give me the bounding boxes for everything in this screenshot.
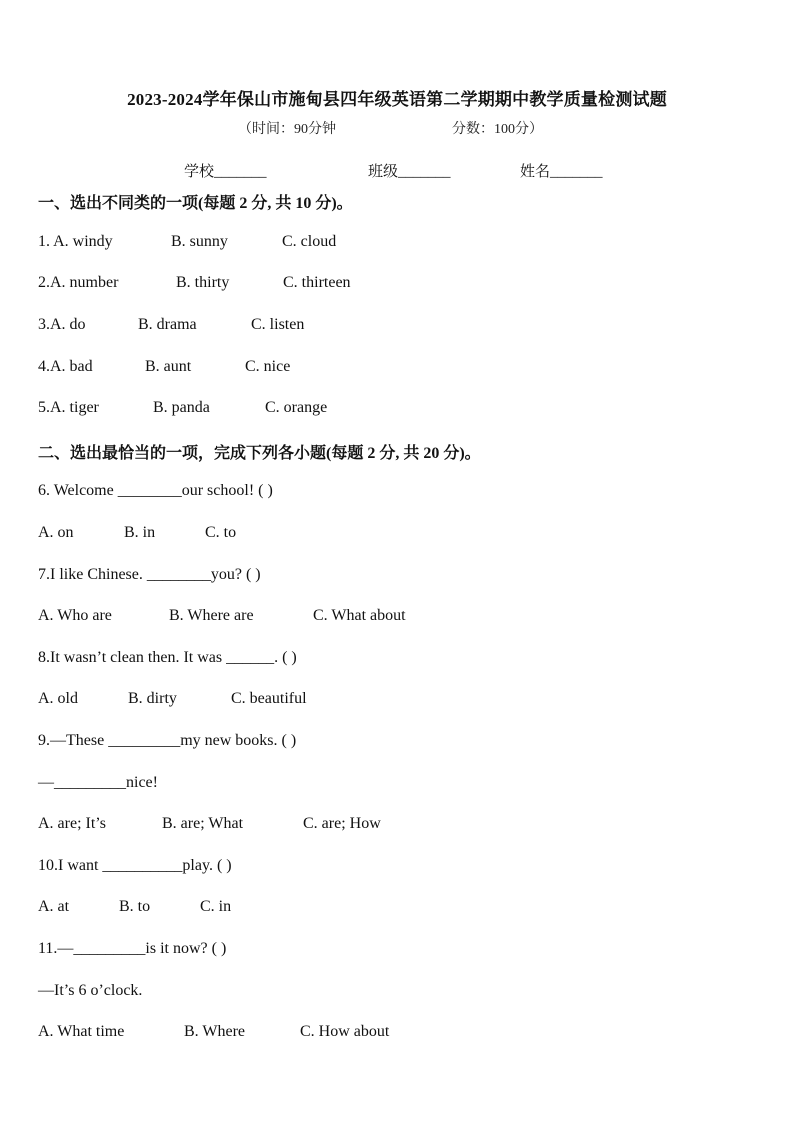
question-11-option-b: B. Where: [184, 1023, 246, 1040]
question-10: 10.I want __________play. ( ): [38, 857, 232, 874]
question-9-option-b: B. are; What: [162, 815, 244, 832]
question-1-option-a: 1. A. windy: [38, 233, 113, 250]
question-7-option-c: C. What about: [313, 607, 406, 624]
question-7-option-b: B. Where are: [169, 607, 254, 624]
question-1-option-c: C. cloud: [282, 233, 337, 250]
question-8-option-a: A. old: [38, 690, 78, 707]
question-2-option-c: C. thirteen: [283, 274, 351, 291]
section-1-heading: 一、选出不同类的一项(每题 2 分, 共 10 分)。: [38, 195, 353, 212]
section-2-heading: 二、选出最恰当的一项，完成下列各小题(每题 2 分, 共 20 分)。: [38, 445, 481, 462]
question-11-option-c: C. How about: [300, 1023, 390, 1040]
exam-score: 分数：100分）: [452, 122, 543, 137]
question-2-option-b: B. thirty: [176, 274, 230, 291]
question-10-option-b: B. to: [119, 898, 151, 915]
question-6-option-c: C. to: [205, 524, 237, 541]
question-3-option-c: C. listen: [251, 316, 305, 333]
question-8-option-c: C. beautiful: [231, 690, 307, 707]
question-3-option-a: 3.A. do: [38, 316, 86, 333]
question-11-option-a: A. What time: [38, 1023, 125, 1040]
question-9-reply: —_________nice!: [38, 774, 158, 791]
question-9-option-c: C. are; How: [303, 815, 381, 832]
question-7-option-a: A. Who are: [38, 607, 112, 624]
exam-meta: [238, 118, 543, 138]
question-11: 11.—_________is it now? ( ): [38, 940, 227, 957]
name-field: 姓名_______: [520, 164, 603, 180]
exam-time: （时间：90分钟: [238, 122, 336, 137]
question-1-option-b: B. sunny: [171, 233, 228, 250]
question-4-option-a: 4.A. bad: [38, 358, 93, 375]
question-11-reply: —It’s 6 o’clock.: [38, 982, 143, 999]
question-9: 9.—These _________my new books. ( ): [38, 732, 297, 749]
question-8-option-b: B. dirty: [128, 690, 177, 707]
question-6: 6. Welcome ________our school! ( ): [38, 482, 273, 499]
question-5-option-c: C. orange: [265, 399, 328, 416]
page-title: 2023-2024学年保山市施甸县四年级英语第二学期期中教学质量检测试题: [127, 90, 667, 109]
question-10-option-c: C. in: [200, 898, 232, 915]
question-9-option-a: A. are; It’s: [38, 815, 106, 832]
question-8: 8.It wasn’t clean then. It was ______. ( ): [38, 649, 297, 666]
question-5-option-b: B. panda: [153, 399, 210, 416]
question-3-option-b: B. drama: [138, 316, 197, 333]
question-10-option-a: A. at: [38, 898, 70, 915]
question-6-option-a: A. on: [38, 524, 74, 541]
question-4-option-b: B. aunt: [145, 358, 192, 375]
question-2-option-a: 2.A. number: [38, 274, 119, 291]
question-6-option-b: B. in: [124, 524, 156, 541]
question-7: 7.I like Chinese. ________you? ( ): [38, 566, 261, 583]
question-4-option-c: C. nice: [245, 358, 291, 375]
school-field: 学校_______: [184, 164, 267, 180]
class-field: 班级_______: [368, 164, 451, 180]
question-5-option-a: 5.A. tiger: [38, 399, 99, 416]
